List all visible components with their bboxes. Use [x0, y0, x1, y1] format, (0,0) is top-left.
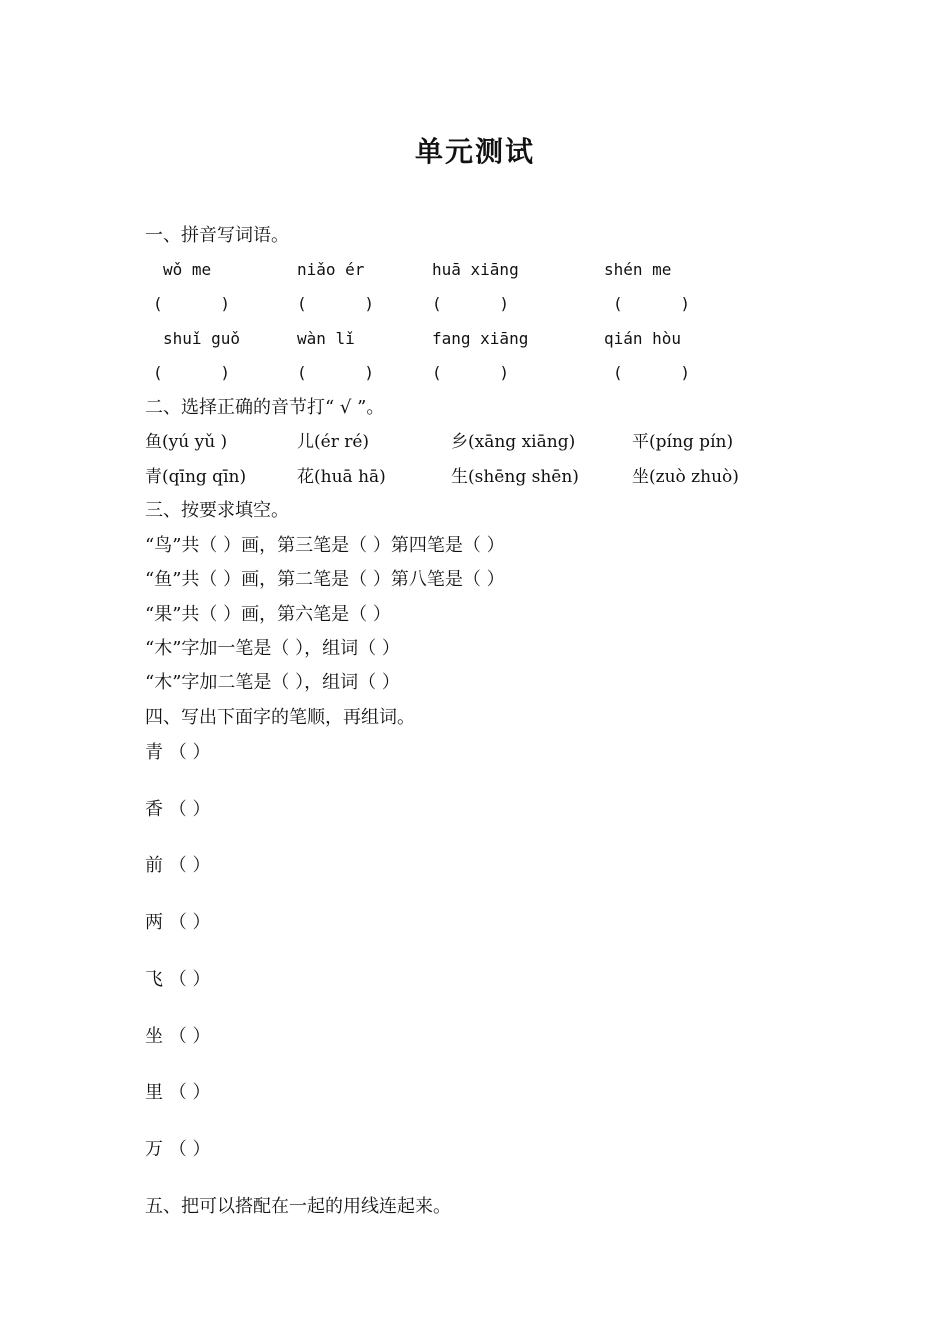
section2-heading: 二、选择正确的音节打“ √ ”。: [145, 397, 385, 418]
stroke-order-item[interactable]: 前 （ ）: [145, 855, 211, 876]
page-title: 单元测试: [414, 135, 535, 168]
stroke-order-item[interactable]: 坐 （ ）: [145, 1026, 211, 1047]
answer-blank[interactable]: ( ): [153, 294, 231, 313]
pinyin-item: wǒ me: [163, 260, 212, 279]
syllable-choice[interactable]: 青(qīng qīn): [145, 467, 247, 487]
answer-blank[interactable]: ( ): [297, 363, 375, 382]
answer-blank[interactable]: ( ): [613, 363, 691, 382]
stroke-order-item[interactable]: 万 （ ）: [145, 1139, 211, 1160]
pinyin-item: fang xiāng: [432, 329, 529, 348]
syllable-choice[interactable]: 儿(ér ré): [297, 432, 370, 452]
section5-heading: 五、把可以搭配在一起的用线连起来。: [145, 1196, 451, 1217]
stroke-order-item[interactable]: 香 （ ）: [145, 799, 211, 820]
answer-blank[interactable]: ( ): [613, 294, 691, 313]
stroke-order-item[interactable]: 青 （ ）: [145, 742, 211, 763]
section4-heading: 四、写出下面字的笔顺，再组词。: [145, 707, 415, 728]
pinyin-item: wàn lǐ: [297, 329, 355, 348]
section1-heading: 一、拼音写词语。: [145, 225, 289, 246]
section3-heading: 三、按要求填空。: [145, 500, 289, 521]
syllable-choice[interactable]: 乡(xāng xiāng): [451, 432, 576, 452]
stroke-order-item[interactable]: 两 （ ）: [145, 912, 211, 933]
answer-blank[interactable]: ( ): [432, 294, 510, 313]
answer-blank[interactable]: ( ): [297, 294, 375, 313]
pinyin-item: huā xiāng: [432, 260, 519, 279]
answer-blank[interactable]: ( ): [153, 363, 231, 382]
syllable-choice[interactable]: 平(píng pín): [632, 432, 734, 452]
pinyin-item: niǎo ér: [297, 260, 365, 279]
fill-blank-item[interactable]: “鸟”共（ ）画，第三笔是（ ）第四笔是（ ）: [145, 535, 505, 556]
syllable-choice[interactable]: 坐(zuò zhuò): [632, 467, 739, 487]
syllable-choice[interactable]: 花(huā hā): [297, 467, 386, 487]
answer-blank[interactable]: ( ): [432, 363, 510, 382]
fill-blank-item[interactable]: “鱼”共（ ）画，第二笔是（ ）第八笔是（ ）: [145, 569, 505, 590]
fill-blank-item[interactable]: “木”字加一笔是（ ），组词（ ）: [145, 638, 400, 659]
stroke-order-item[interactable]: 飞 （ ）: [145, 969, 211, 990]
syllable-choice[interactable]: 生(shēng shēn): [451, 467, 579, 487]
pinyin-item: shuǐ guǒ: [163, 329, 241, 348]
fill-blank-item[interactable]: “木”字加二笔是（ ），组词（ ）: [145, 672, 400, 693]
fill-blank-item[interactable]: “果”共（ ）画，第六笔是（ ）: [145, 604, 391, 625]
stroke-order-item[interactable]: 里 （ ）: [145, 1082, 211, 1103]
pinyin-item: qián hòu: [604, 329, 682, 348]
syllable-choice[interactable]: 鱼(yú yǔ ): [145, 432, 228, 452]
pinyin-item: shén me: [604, 260, 672, 279]
